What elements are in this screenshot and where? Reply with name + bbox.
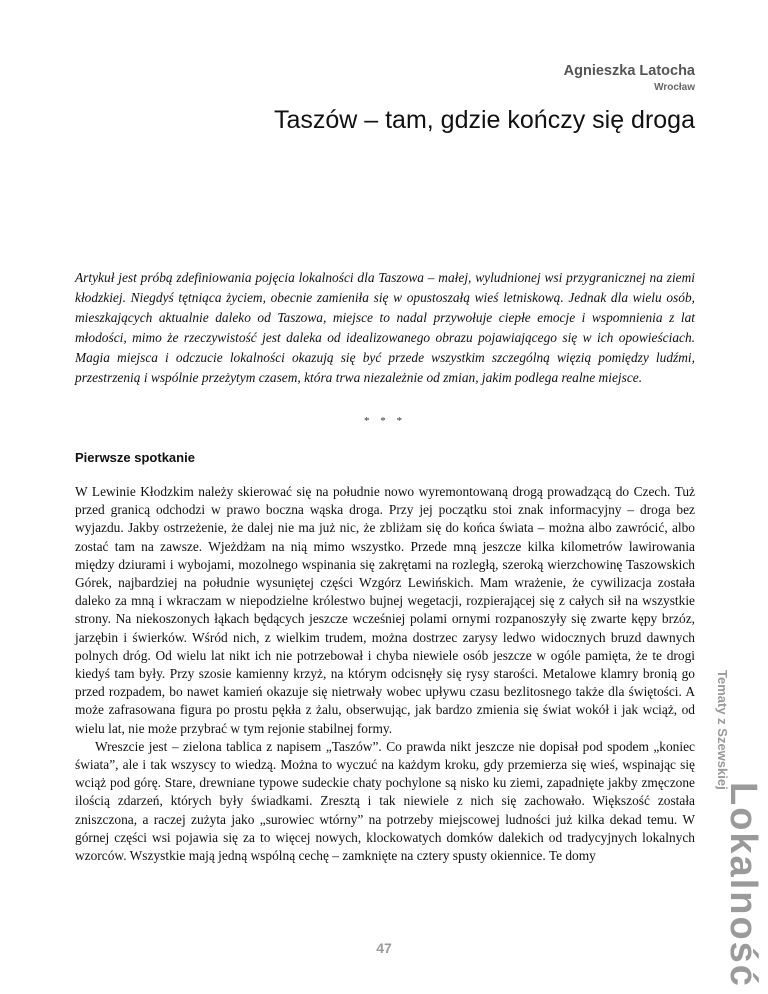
side-topic-label: Lokalność: [722, 782, 764, 988]
section-heading: Pierwsze spotkanie: [75, 450, 195, 465]
page-number: 47: [376, 940, 392, 956]
body-paragraph: Wreszcie jest – zielona tablica z napisem „Taszów”. Co prawda nikt jeszcze nie dopisał pod spodem „koniec świata”, ale i tak wszyscy to wiedzą. Można to wyczuć na każdym kroku, gdy przemierza się wieś, wspinając się wciąż pod górę. Stare, drewniane typowe sudeckie chaty pochylone są nisko ku ziemi, zapadnięte jakby zmęczone ilością zdarzeń, których były świadkami. Zresztą i tak niewiele z nich się zachowało. Większość została zniszczona, a raczej zużyta jako „surowiec wtórny” na potrzeby miejscowej ludności już kilka dekad temu. W górnej części wsi pojawia się za to więcej nowych, klockowatych domków dalekich od tradycyjnych lokalnych wzorców. Wszystkie mają jedną wspólną cechę – zamknięte na cztery spusty okiennice. Te domy: [75, 738, 695, 864]
side-series-label: Tematy z Szewskiej: [715, 670, 730, 790]
article-title: Taszów – tam, gdzie kończy się droga: [273, 106, 695, 134]
article-abstract: Artykuł jest próbą zdefiniowania pojęcia lokalności dla Taszowa – małej, wyludnionej wsi przygranicznej na ziemi kłodzkiej. Niegdyś tętniąca życiem, obecnie zamieniła się w opustoszałą wieś letniskową. Jednak dla wielu osób, mieszkających aktualnie daleko od Taszowa, miejsce to nadal przywołuje ciepłe emocje i wspomnienia z lat młodości, mimo że rzeczywistość jest daleka od idealizowanego obrazu pojawiającego się w ich opowieściach. Magia miejsca i odczucie lokalności okazują się być przede wszystkim szczególną więzią pomiędzy ludźmi, przestrzenią i wspólnie przeżytym czasem, która trwa niezależnie od zmian, jakim podlega realne miejsce.: [75, 270, 695, 385]
body-paragraph: W Lewinie Kłodzkim należy skierować się na południe nowo wyremontowaną drogą prowadzącą do Czech. Tuż przed granicą odchodzi w prawo boczna wąska droga. Przy jej początku stoi znak informacyjny – droga bez wyjazdu. Jakby ostrzeżenie, że dalej nie ma już nic, że zbliżam się do końca świata – można albo zawrócić, albo zostać tam na zawsze. Wjeżdżam na nią mimo wszystko. Przede mną jeszcze kilka kilometrów lawirowania między dziurami i wybojami, mozolnego wspinania się zakrętami na rozległą, szeroką wierzchowinę Taszowskich Górek, najbardziej na południe wysuniętej części Wzgórz Lewińskich. Mam wrażenie, że cywilizacja została daleko za mną i wkraczam w niepodzielne królestwo bujnej wegetacji, rozpierającej się z całych sił na wszystkie strony. Na niekoszonych łąkach będących jeszcze wcześniej polami ornymi rozpanoszyły się zwarte kępy brzóz, jarzębin i świerków. Wśród nich, z wielkim trudem, można dostrzec zarysy ledwo widocznych bruzd dawnych polnych dróg. Od wielu lat nikt ich nie potrzebował i chyba niewiele osób jeszcze w ogóle pamięta, że te drogi kiedyś tam były. Przy szosie kamienny krzyż, na którym odcisnęły się rysy starości. Metalowe klamry bronią go przed rozpadem, bo nawet kamień okazuje się nietrwały wobec upływu czasu bezlitosnego także dla świętości. A może zafrasowana figura po prostu pękła z żalu, obserwując, jak bardzo zmienia się świat wokół i jak wciąż, od wielu lat, nie może przybrać w tym rejonie stabilnej formy.: [75, 484, 695, 736]
author-city: Wrocław: [654, 82, 695, 93]
author-name: Agnieszka Latocha: [563, 63, 695, 79]
section-separator: * * *: [364, 415, 406, 427]
article-body: [75, 483, 695, 865]
